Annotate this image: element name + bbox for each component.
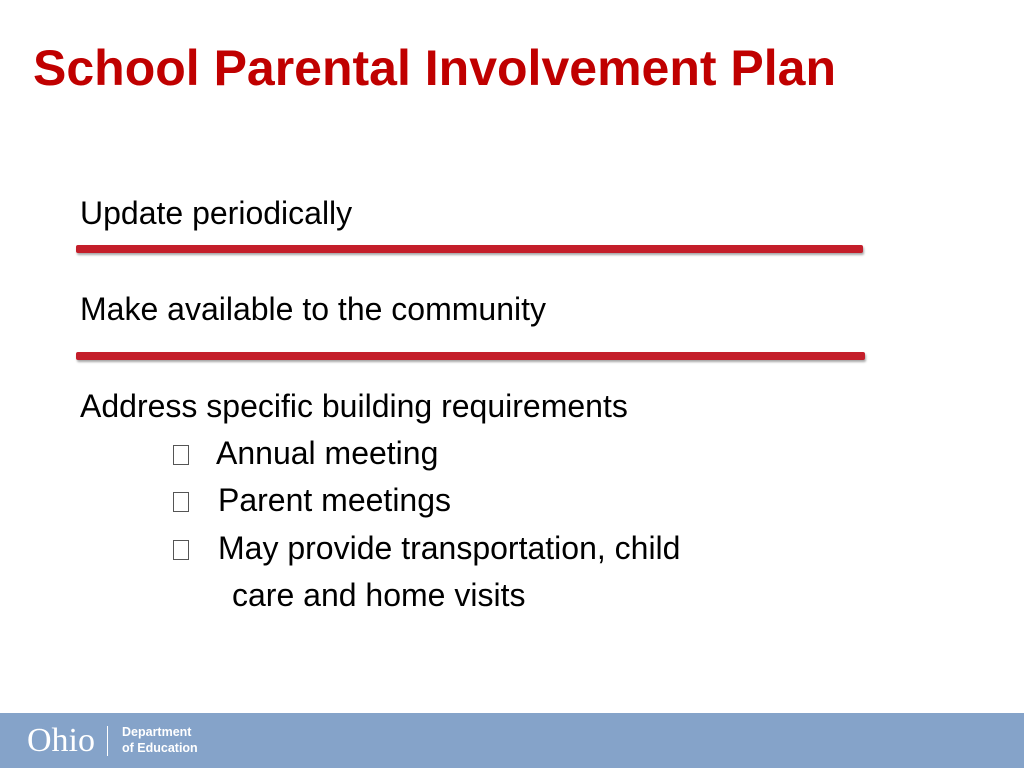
sub-item-parent-meetings: Parent meetings [218, 482, 452, 518]
sub-item-annual-meeting: Annual meeting [216, 435, 439, 471]
ohio-department-of-education-logo [27, 722, 198, 760]
logo-divider [107, 726, 108, 756]
item-address-requirements: Address specific building requirements [80, 388, 628, 424]
logo-org-line2: of Education [122, 741, 198, 755]
logo-wordmark: Ohio [27, 722, 95, 759]
checkbox-bullet-icon [173, 492, 189, 512]
logo-organization-text [122, 725, 198, 756]
sub-item-transportation-continued: care and home visits [232, 577, 526, 613]
slide-title: School Parental Involvement Plan [33, 40, 837, 96]
item-make-available: Make available to the community [80, 291, 546, 327]
checkbox-bullet-icon [173, 540, 189, 560]
logo-org-line1: Department [122, 725, 192, 740]
sub-item-transportation: May provide transportation, child [218, 530, 681, 566]
checkbox-bullet-icon [173, 445, 189, 465]
divider-rule [76, 352, 865, 360]
item-update-periodically: Update periodically [80, 195, 353, 231]
divider-rule [76, 245, 863, 253]
